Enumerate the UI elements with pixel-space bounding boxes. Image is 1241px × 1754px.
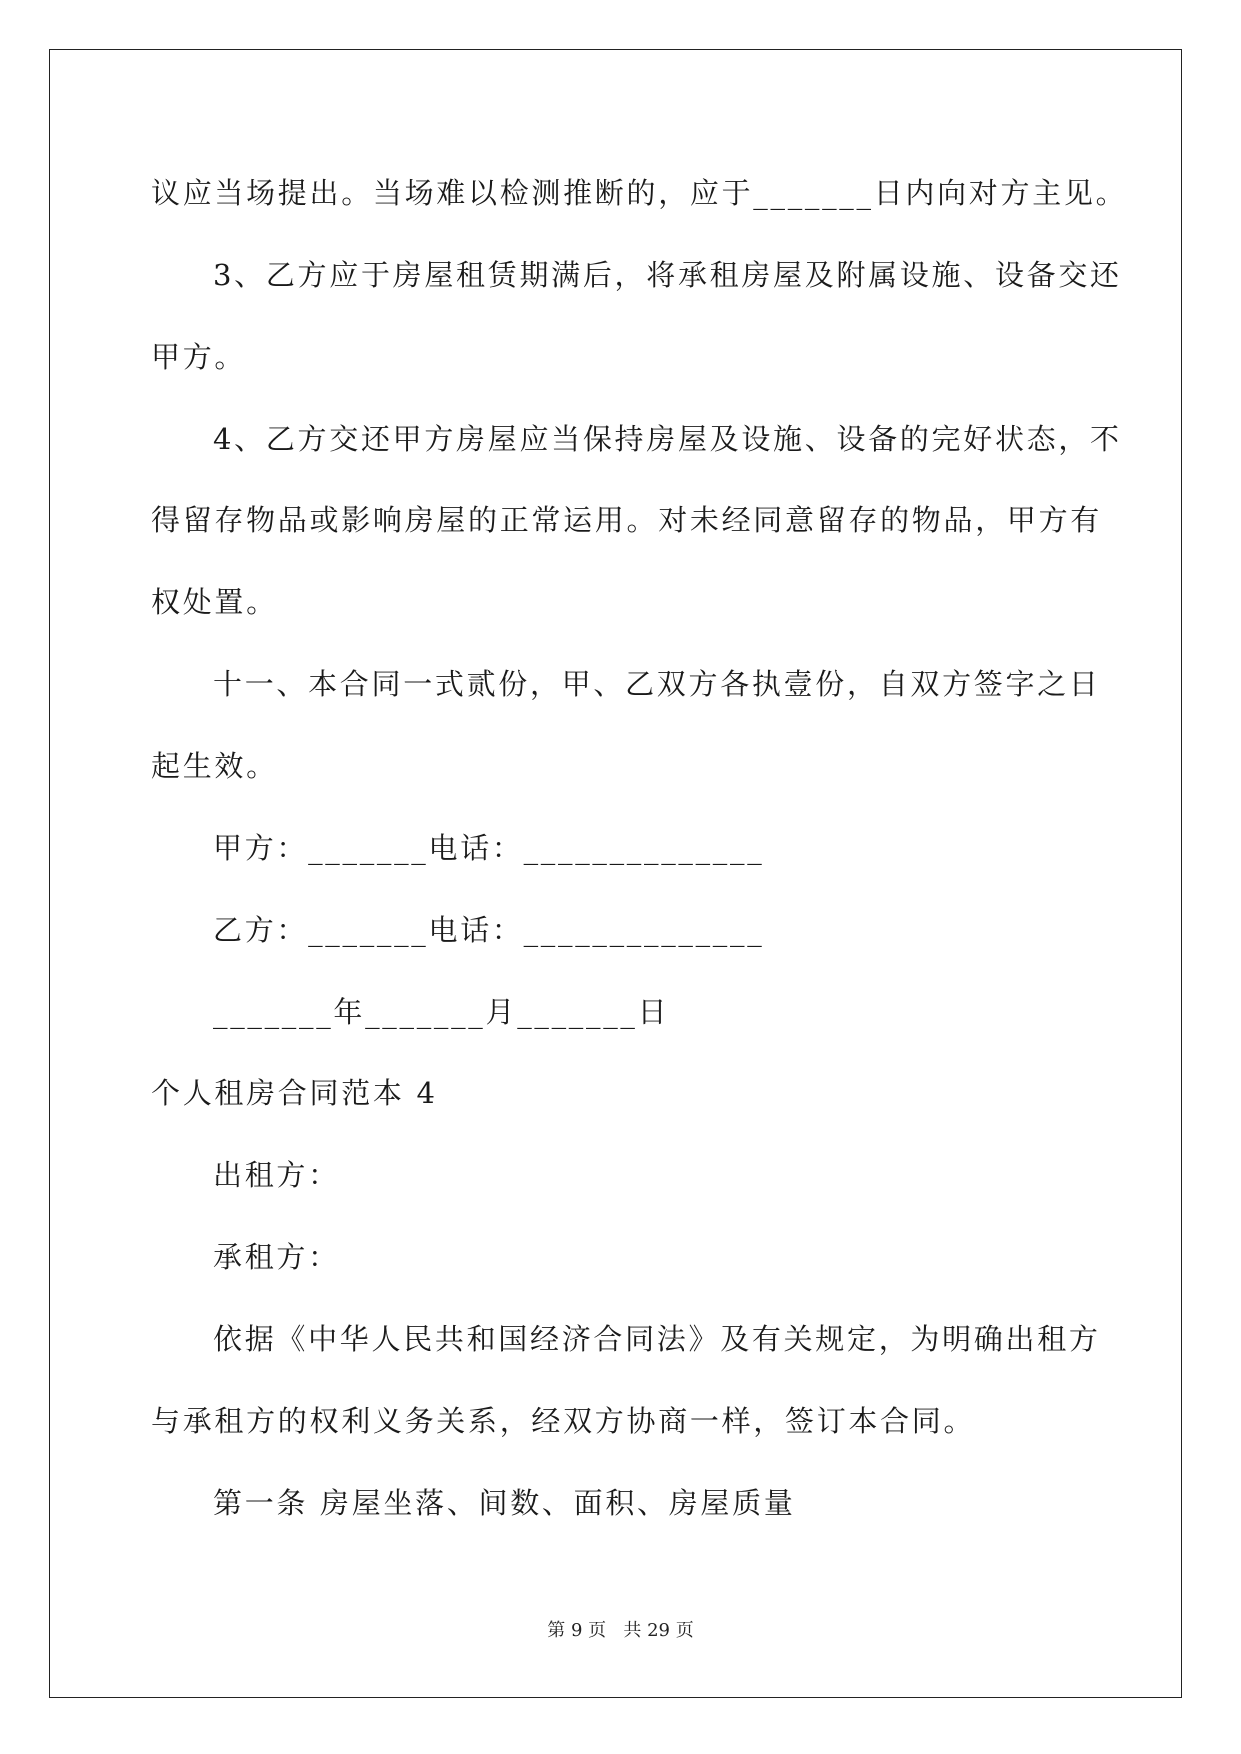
lessor-label: 出租方： [213, 1158, 340, 1192]
text-line-3: 甲方。 [151, 340, 247, 374]
text-line-4: 4、乙方交还甲方房屋应当保持房屋及设施、设备的完好状态，不 [213, 422, 1122, 456]
page-number-footer: 第 9 页 共 29 页 [547, 1620, 694, 1641]
party-a-line: 甲方：_______电话：______________ [213, 831, 765, 865]
text-line-6: 权处置。 [151, 585, 278, 619]
party-b-line: 乙方：_______电话：______________ [213, 913, 765, 947]
text-line-7: 十一、本合同一式贰份，甲、乙双方各执壹份，自双方签字之日 [213, 667, 1101, 701]
lessee-label: 承租方： [213, 1240, 340, 1274]
article-one-heading: 第一条 房屋坐落、间数、面积、房屋质量 [213, 1486, 796, 1520]
text-line-2: 3、乙方应于房屋租赁期满后，将承租房屋及附属设施、设备交还 [213, 258, 1122, 292]
page-border [49, 49, 1182, 1698]
date-line: _______年_______月_______日 [213, 995, 670, 1029]
text-line-8: 起生效。 [151, 749, 278, 783]
text-line-15: 依据《中华人民共和国经济合同法》及有关规定，为明确出租方 [213, 1322, 1101, 1356]
text-line-5: 得留存物品或影响房屋的正常运用。对未经同意留存的物品，甲方有 [151, 503, 1103, 537]
section-title: 个人租房合同范本 4 [151, 1076, 438, 1110]
text-line-1: 议应当场提出。当场难以检测推断的，应于_______日内向对方主见。 [151, 176, 1128, 210]
text-line-16: 与承租方的权利义务关系，经双方协商一样，签订本合同。 [151, 1404, 976, 1438]
